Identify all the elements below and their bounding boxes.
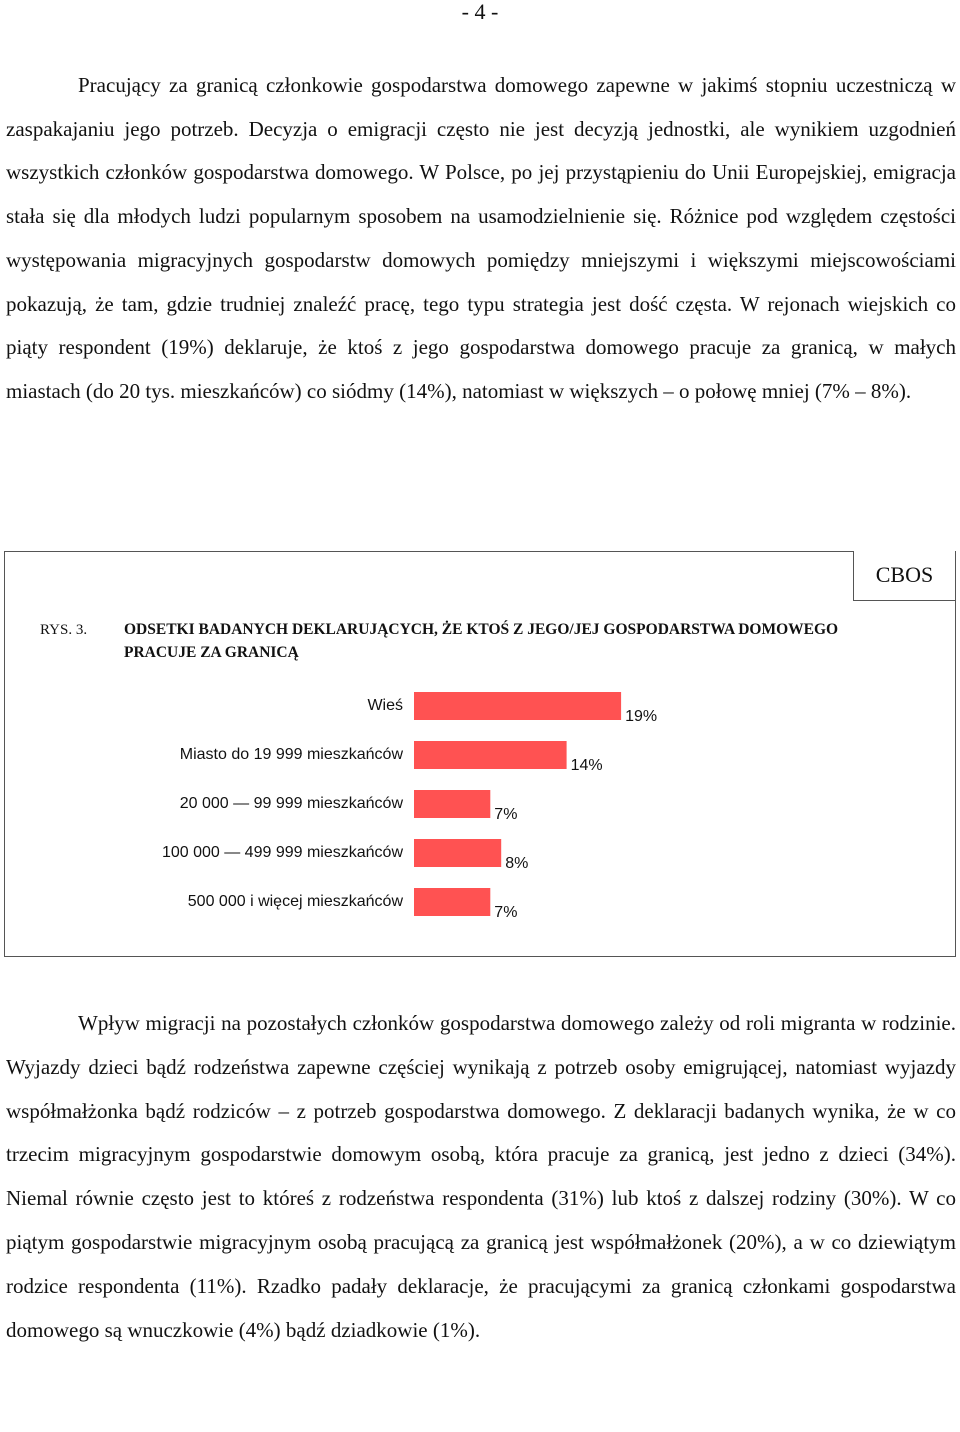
figure-number: RYS. 3.	[40, 622, 88, 638]
category-label-1: Wieś	[367, 697, 403, 714]
value-label-4: 8%	[505, 855, 529, 872]
bar-2	[414, 741, 567, 769]
bar-1	[414, 692, 621, 720]
value-label-3: 7%	[494, 806, 518, 823]
bar-5	[414, 888, 490, 916]
body-paragraph-2: Wpływ migracji na pozostałych członków gospodarstwa domowego zależy od roli migranta w rodzinie. Wyjazdy dzieci bądź rodzeństwa zapewne częściej wynikają z potrzeb osoby emigrującej, natomiast wyjazdy współmałżonka bądź rodziców – z potrzeb gospodarstwa domowego. Z deklaracji badanych wynika, że w co trzecim migracyjnym gospodarstwie domowym osobą, która pracuje za granicą, jest jedno z dzieci (34%). Niemal równie często jest to któreś z rodzeństwa respondenta (31%) lub ktoś z dalszej rodziny (30%). W co piątym gospodarstwie migracyjnym osobą pracującą za granicą jest współmałżonek (20%), a w co dziewiątym rodzice respondenta (11%). Rzadko padały deklaracje, że pracującymi za granicą członkami gospodarstwa domowego są wnuczkowie (4%) bądź dziadkowie (1%).	[6, 1011, 956, 1342]
bar-4	[414, 839, 501, 867]
body-paragraph-1: Pracujący za granicą członkowie gospodarstwa domowego zapewne w jakimś stopniu uczestniczą w zaspakajaniu jego potrzeb. Decyzja o emigracji często nie jest decyzją jednostki, ale wynikiem uzgodnień wszystkich członków gospodarstwa domowego. W Polsce, po jej przystąpieniu do Unii Europejskiej, emigracja stała się dla młodych ludzi popularnym sposobem na usamodzielnienie się. Różnice pod względem częstości występowania migracyjnych gospodarstw domowych pomiędzy mniejszymi i większymi miejscowościami pokazują, że tam, gdzie trudniej znaleźć pracę, tego typu strategia jest dość częsta. W rejonach wiejskich co piąty respondent (19%) deklaruje, że ktoś z jego gospodarstwa domowego pracuje za granicą, w małych miastach (do 20 tys. mieszkańców) co siódmy (14%), natomiast w większych – o połowę mniej (7% – 8%).	[6, 73, 956, 403]
category-label-3: 20 000 — 99 999 mieszkańców	[179, 795, 403, 812]
bar-3	[414, 790, 490, 818]
value-label-5: 7%	[494, 904, 518, 921]
value-label-1: 19%	[625, 708, 658, 725]
category-label-5: 500 000 i więcej mieszkańców	[187, 893, 403, 910]
source-label: CBOS	[853, 551, 956, 601]
page-number: - 4 -	[461, 0, 499, 24]
figure-title: ODSETKI BADANYCH DEKLARUJĄCYCH, ŻE KTOŚ Z JEGO/JEJ GOSPODARSTWA DOMOWEGO PRACUJE ZA GRANICĄ	[124, 621, 839, 661]
category-label-4: 100 000 — 499 999 mieszkańców	[161, 844, 403, 861]
category-label-2: Miasto do 19 999 mieszkańców	[179, 746, 403, 763]
value-label-2: 14%	[570, 757, 603, 774]
